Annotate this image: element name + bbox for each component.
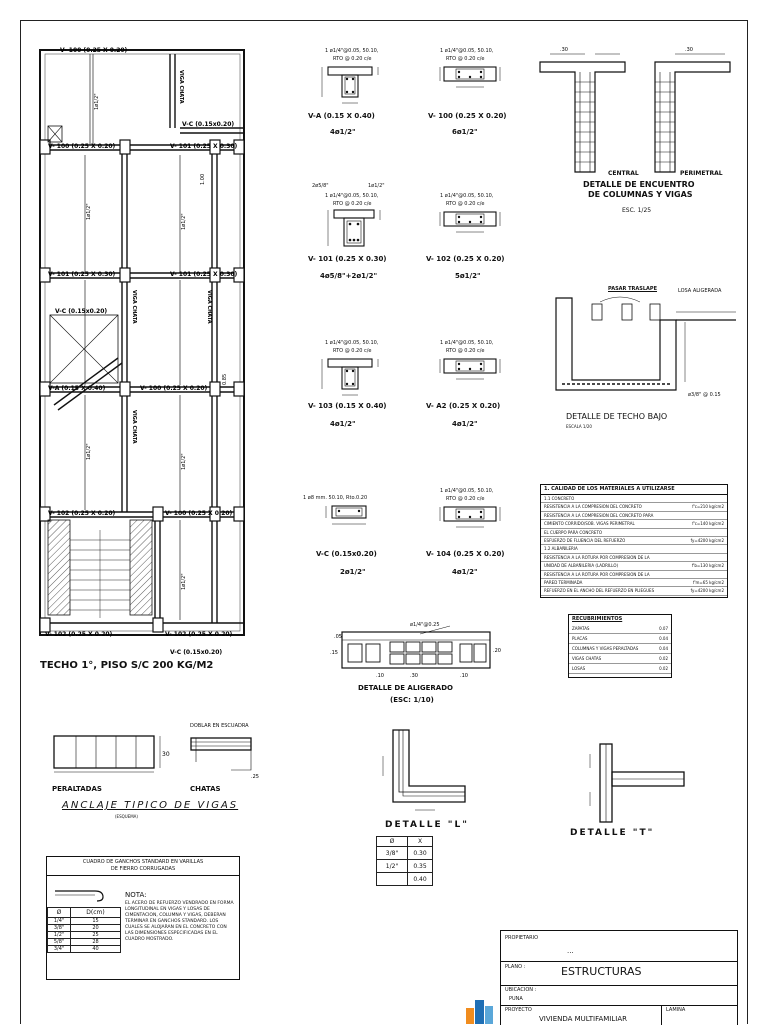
hooks-rows [48, 918, 121, 953]
encounter-scale: ESC. 1/25 [622, 207, 652, 214]
section-note: 2ø5/8" [312, 183, 329, 189]
spec-row-value: f'c=140 kg/cm2 [692, 521, 724, 527]
section-name: V-C (0.15x0.20) [316, 550, 377, 558]
plan-beam-label: V- 102 (0.25 X 0.20) [45, 631, 113, 638]
plan-vertical-label: VIGA CHATA [131, 290, 137, 324]
section-stirrup: 1 ø1/4"@0.05, 50.10, [325, 340, 379, 346]
plan-beam-label: V- 101 (0.25 X 0.30) [170, 143, 238, 150]
aligerado-rebar: ø1/4"@0.25 [410, 622, 440, 628]
detalle-l-rows [377, 847, 433, 886]
cover-row [569, 634, 671, 644]
spec-row [541, 587, 727, 595]
spec-row-value: f'b=130 kg/cm2 [691, 563, 724, 569]
hooks-row [48, 932, 121, 939]
hooks-grid [47, 907, 121, 953]
encounter-title-2: DE COLUMNAS Y VIGAS [588, 190, 693, 199]
spec-row-value: fy=4200 kg/cm2 [690, 538, 724, 544]
detalle-l-cell: 3/8" [377, 847, 408, 860]
anclaje-sub: (ESQUEMA) [115, 814, 138, 819]
cover-row [569, 624, 671, 634]
cover-row-value: 0.04 [659, 636, 668, 641]
section-drawing [320, 208, 390, 254]
detalle-l-cell [377, 873, 408, 886]
building-logo [462, 996, 502, 1024]
section-rebar: 4ø1/2" [452, 420, 478, 428]
hooks-cell: 3/4" [48, 946, 71, 953]
encounter-dim: .30 [560, 47, 568, 53]
plan-beam-label: V-C (0.15x0.20) [55, 308, 108, 315]
hooks-cell: 5/8" [48, 939, 71, 946]
anclaje-peraltadas-label: PERALTADAS [52, 785, 102, 793]
plan-vertical-label: VIGA CHATA [131, 410, 137, 444]
spec-row-label: UNIDAD DE ALBAÑILERIA (LADRILLO) [544, 563, 619, 569]
spec-row [541, 512, 727, 520]
plan-vertical-label: VIGA CHATA [206, 290, 212, 324]
owner-label: PROPIETARIO [505, 935, 539, 941]
section-stirrup-rest: RTO @ 0.20 c/e [446, 348, 485, 354]
spec-row-label: 1.1 CONCRETO [544, 496, 575, 501]
section-drawing [320, 64, 380, 109]
hooks-cell: 25 [71, 932, 121, 939]
detalle-l-header: Ø [377, 837, 408, 847]
encounter-dim: .30 [685, 47, 693, 53]
hooks-cell: 3/8" [48, 925, 71, 932]
section-name: V- 100 (0.25 X 0.20) [428, 112, 507, 120]
cover-row-label: LOSAS [572, 666, 586, 671]
section-name: V- 102 (0.25 X 0.20) [426, 255, 505, 263]
hooks-table [46, 856, 240, 980]
spec-row [541, 571, 727, 579]
plan-beam-label: V-C (0.15x0.20) [170, 649, 223, 656]
section-stirrup: 1 ø1/4"@0.05, 50.10, [325, 48, 379, 54]
hooks-cell: 15 [71, 918, 121, 925]
plan-dim: 1.00 [200, 173, 206, 185]
detalle-l-row [377, 847, 433, 860]
hooks-header: D(cm) [71, 908, 121, 918]
detalle-l-table [376, 836, 433, 886]
spec-row-label: 1.2 ALBAÑILERIA [544, 546, 578, 552]
hooks-cell: 20 [71, 925, 121, 932]
detalle-l-cell: 1/2" [377, 860, 408, 873]
spec-row [541, 503, 727, 511]
section-drawing [438, 208, 508, 244]
plan-title: TECHO 1°, PISO S/C 200 KG/M2 [40, 660, 214, 671]
sheet-label: LAMINA [666, 1007, 686, 1013]
plan-beam-label: V- 100 (0.25 X 0.20) [140, 385, 208, 392]
spec-row [541, 537, 727, 545]
spec-row-label: RESISTENCIA A LA ROTURA POR COMPRESION DE LA [544, 554, 650, 560]
detalle-l-cell: 0.30 [408, 847, 433, 860]
hooks-row [48, 918, 121, 925]
spec-row [541, 545, 727, 553]
aligerado-dim: .05 [334, 634, 342, 640]
cover-row [569, 654, 671, 664]
cover-row-value: 0.02 [659, 666, 668, 671]
section-note: 1ø1/2" [368, 183, 385, 189]
anclaje-dim: 30 [162, 751, 170, 758]
detalle-l-title: DETALLE "L" [385, 820, 469, 830]
spec-row [541, 495, 727, 503]
plan-beam-label: V-A (0.15 X 0.40) [48, 385, 106, 392]
aligerado-scale: (ESC: 1/10) [390, 696, 434, 704]
detalle-l-cell: 0.40 [408, 873, 433, 886]
section-drawing [322, 504, 382, 532]
section-name: V- A2 (0.25 X 0.20) [426, 402, 501, 410]
section-stirrup: 1 ø1/4"@0.05, 50.10, [325, 193, 379, 199]
spec-row [541, 562, 727, 570]
title-block-owner [501, 931, 737, 962]
title-block [500, 930, 738, 1025]
spec-row-label: RESISTENCIA A LA COMPRESION DEL CONCRETO [544, 504, 642, 510]
section-stirrup-rest: RTO @ 0.20 c/e [333, 348, 372, 354]
hooks-title-block [47, 857, 239, 876]
plan-rebar-label: 1ø1/2" [181, 573, 187, 590]
plan-rebar-label: 1ø1/2" [181, 213, 187, 230]
section-rebar: 4ø1/2" [330, 420, 356, 428]
cover-rows [569, 624, 671, 674]
hooks-title: CUADRO DE GANCHOS STANDARD EN VARILLAS [82, 859, 204, 865]
section-name: V- 101 (0.25 X 0.30) [308, 255, 387, 263]
section-rebar: 5ø1/2" [455, 272, 481, 280]
location-value: PUNA [509, 996, 523, 1002]
hooks-row [48, 925, 121, 932]
title-block-project [501, 1005, 662, 1025]
project-label: PROYECTO [505, 1007, 532, 1013]
plan-rebar-label: 1ø1/2" [86, 443, 92, 460]
section-rebar: 4ø1/2" [452, 568, 478, 576]
plan-beam-label: V- 100 (0.25 X 0.20) [165, 510, 233, 517]
plan-rebar-label: 1ø1/2" [86, 203, 92, 220]
cover-row-label: VIGAS CHATAS [572, 656, 602, 661]
plan-value: ESTRUCTURAS [561, 965, 642, 978]
detalle-l-row [377, 860, 433, 873]
anclaje-drawing [46, 726, 266, 792]
section-stirrup-rest: RTO @ 0.20 c/e [446, 201, 485, 207]
spec-row [541, 554, 727, 562]
plan-label: PLANO : [505, 964, 526, 970]
detalle-l-drawing [365, 726, 475, 816]
aligerado-dim: .10 [376, 673, 384, 679]
spec-row-value: f'm=65 kg/cm2 [693, 580, 724, 586]
plan-beam-label: V-C (0.15x0.20) [182, 121, 235, 128]
section-drawing [320, 356, 380, 401]
section-stirrup-rest: RTO @ 0.20 c/e [333, 56, 372, 62]
plan-rebar-label: 1ø1/2" [94, 93, 100, 110]
hook-icon [51, 885, 119, 905]
section-name: V- 103 (0.15 X 0.40) [308, 402, 387, 410]
section-rebar: 4ø5/8"+2ø1/2" [320, 272, 378, 280]
detalle-l-cell: 0.35 [408, 860, 433, 873]
hooks-cell: 1/4" [48, 918, 71, 925]
anclaje-chatas-label: CHATAS [190, 785, 221, 793]
cover-row-value: 0.04 [659, 646, 668, 651]
title-block-plan [501, 961, 737, 986]
section-rebar: 4ø1/2" [330, 128, 356, 136]
spec-row-value: f'c=210 kg/cm2 [692, 504, 724, 510]
low-roof-rebar: ø3/8" @ 0.15 [688, 392, 721, 398]
section-name: V- 104 (0.25 X 0.20) [426, 550, 505, 558]
cover-row-label: ZAPATAS [572, 626, 590, 631]
plan-beam-label: V- 102 (0.25 X 0.20) [48, 510, 116, 517]
section-stirrup: 1 ø1/4"@0.05, 50.10, [440, 48, 494, 54]
spec-row-label: CIMIENTO CORRIDO/SOB. VIGAS PERIMETRAL [544, 521, 635, 527]
cover-row-value: 0.07 [659, 626, 668, 631]
section-stirrup: 1 ø8 mm. 50.10, Rto.0.20 [303, 495, 368, 501]
detalle-t-title: DETALLE "T" [570, 828, 655, 838]
aligerado-dim: .20 [493, 648, 501, 654]
hooks-cell: 1/2" [48, 932, 71, 939]
spec-row [541, 579, 727, 587]
hooks-cell: 28 [71, 939, 121, 946]
spec-row-value: fy=4200 kg/cm2 [690, 588, 724, 594]
plan-rebar-label: 1ø1/2" [181, 453, 187, 470]
low-roof-scale: ESCALA 1/20 [566, 424, 592, 429]
aligerado-drawing [330, 620, 500, 682]
spec-row-label: RESISTENCIA A LA COMPRESION DEL CONCRETO PARA [544, 512, 654, 518]
encounter-central-label: CENTRAL [608, 170, 639, 177]
section-stirrup-rest: RTO @ 0.20 c/e [333, 201, 372, 207]
section-stirrup: 1 ø1/4"@0.05, 50.10, [440, 340, 494, 346]
cover-row-label: PLACAS [572, 636, 588, 641]
encounter-detail-drawing [535, 42, 735, 182]
cover-header: RECUBRIMIENTOS [572, 616, 623, 622]
cover-row-value: 0.02 [659, 656, 668, 661]
hooks-note [125, 891, 235, 943]
title-block-location [501, 985, 737, 1006]
spec-row-label: RESISTENCIA A LA ROTURA POR COMPRESION DE LA [544, 571, 650, 577]
section-stirrup-rest: RTO @ 0.20 c/e [446, 496, 485, 502]
encounter-title: DETALLE DE ENCUENTRO [583, 180, 695, 189]
hooks-title-2: DE FIERRO CORRUGADAS [110, 866, 176, 872]
plan-vertical-label: VIGA CHATA [178, 70, 184, 104]
section-rebar: 6ø1/2" [452, 128, 478, 136]
aligerado-dim: .30 [410, 673, 418, 679]
project-value: VIVIENDA MULTIFAMILIAR [539, 1015, 627, 1023]
plan-beam-label: V- 101 (0.25 X 0.30) [170, 271, 238, 278]
plan-beam-label: V- 101 (0.25 X 0.30) [48, 271, 116, 278]
section-drawing [438, 356, 508, 386]
plan-dim: 0.85 [222, 373, 228, 385]
location-label: UBICACION : [505, 987, 537, 993]
anclaje-top-note: DOBLAR EN ESCUADRA [190, 723, 249, 729]
section-rebar: 2ø1/2" [340, 568, 366, 576]
spec-row [541, 520, 727, 528]
owner-value: ... [567, 947, 574, 955]
section-drawing [438, 504, 508, 534]
spec-row-label: ESFUERZO DE FLUENCIA DEL REFUERZO [544, 538, 626, 544]
cover-row [569, 664, 671, 674]
hooks-row [48, 946, 121, 953]
cover-row-label: COLUMNAS Y VIGAS PERALTADAS [572, 646, 639, 651]
plan-beam-label: V- 100 (0.25 X 0.20) [48, 143, 116, 150]
materials-spec-table [540, 484, 728, 598]
spec-row-label: REFUERZO EN EL ANCHO DEL REFUERZO EN PLIEGUES [544, 588, 655, 594]
floor-plan [30, 40, 260, 680]
section-drawing [438, 64, 508, 94]
aligerado-dim: .10 [460, 673, 468, 679]
hooks-header: Ø [48, 908, 71, 918]
detalle-l-header: X [408, 837, 433, 847]
spec-header: 1. CALIDAD DE LOS MATERIALES A UTILIZARSE [541, 485, 727, 495]
anclaje-title: ANCLAJE TIPICO DE VIGAS [62, 800, 239, 811]
section-stirrup: 1 ø1/4"@0.05, 50.10, [440, 193, 494, 199]
detalle-t-drawing [570, 740, 690, 826]
hooks-row [48, 939, 121, 946]
section-stirrup-rest: RTO @ 0.20 c/e [446, 56, 485, 62]
spec-row-label: PARED TERMINADA [544, 580, 583, 586]
encounter-perimetral-label: PERIMETRAL [680, 170, 723, 177]
spec-row [541, 529, 727, 537]
plan-beam-label: V- 102 (0.25 X 0.20) [165, 631, 233, 638]
low-roof-drawing [550, 292, 740, 402]
hooks-note-title: NOTA: [125, 891, 147, 899]
section-stirrup: 1 ø1/4"@0.05, 50.10, [440, 488, 494, 494]
hooks-cell: 40 [71, 946, 121, 953]
cover-table [568, 614, 672, 678]
detalle-l-row [377, 873, 433, 886]
low-roof-right-label: LOSA ALIGERADA [678, 288, 722, 294]
spec-row-label: EL CUERPO PARA CONCRETO [544, 529, 603, 535]
spec-rows [541, 495, 727, 596]
aligerado-title: DETALLE DE ALIGERADO [358, 684, 453, 692]
aligerado-dim: .15 [330, 650, 338, 656]
low-roof-top-label: PASAR TRASLAPE [608, 286, 658, 292]
section-name: V-A (0.15 X 0.40) [308, 112, 375, 120]
anclaje-dim: .25 [251, 774, 259, 780]
plan-beam-label: V- 100 (0.25 X 0.20) [60, 47, 128, 54]
cover-row [569, 644, 671, 654]
hooks-note-text: EL ACERO DE REFUERZO VENDRADO EN FORMA LONGITUDINAL EN VIGAS Y LOSAS DE CIMENTACION, COLUMNA Y VIGAS, DEBERAN TERMINAR EN GANCHOS STANDARD. LOS CUALES SE ALOJARAN EN EL CONCRETO CON LAS DIMENSIONES ESPECIFICADAS EN EL CUADRO MOSTRADO. [125, 901, 234, 942]
low-roof-title: DETALLE DE TECHO BAJO [566, 412, 668, 421]
